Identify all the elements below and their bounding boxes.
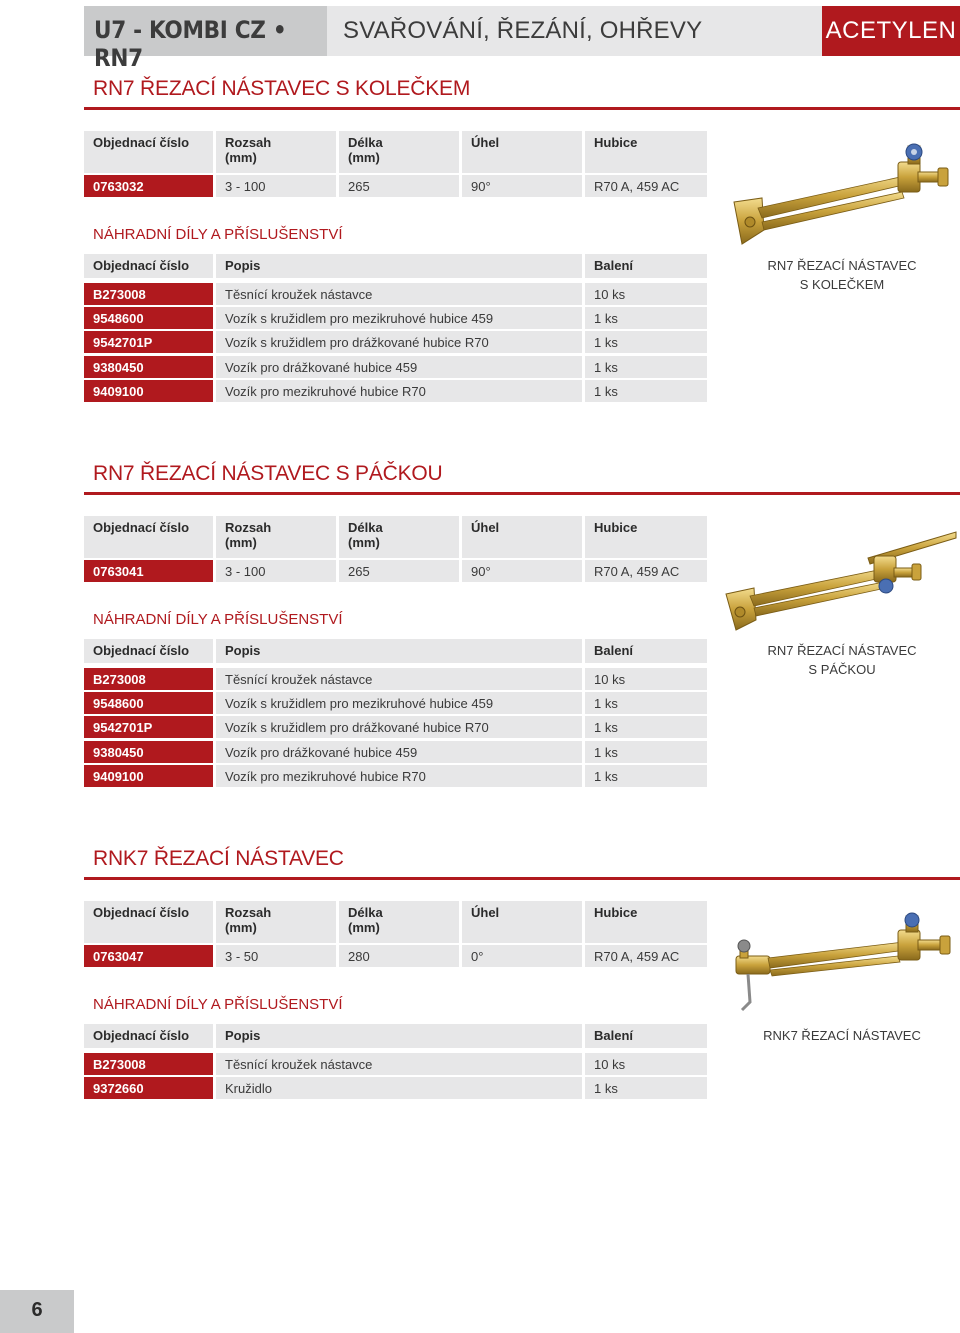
order-number-cell: 9409100: [84, 765, 213, 787]
length-cell: 265: [339, 560, 459, 582]
image-caption: [724, 641, 960, 679]
package-cell: 1 ks: [585, 692, 707, 714]
caption-line: RN7 ŘEZACÍ NÁSTAVEC: [767, 258, 917, 273]
table-row: [84, 283, 707, 305]
col-header-order-number: Objednací číslo: [84, 516, 213, 558]
nozzle-cell: R70 A, 459 AC: [585, 945, 707, 967]
angle-cell: 0°: [462, 945, 582, 967]
col-header-length: Délka (mm): [339, 901, 459, 943]
table-row: [84, 1077, 707, 1099]
package-cell: 1 ks: [585, 331, 707, 353]
range-cell: 3 - 100: [216, 175, 336, 197]
description-cell: Kružidlo: [216, 1077, 582, 1099]
order-number-cell: 9542701P: [84, 716, 213, 738]
col-header-package: Balení: [585, 254, 707, 278]
table-header-row: [84, 639, 707, 663]
table-row: [84, 307, 707, 329]
description-cell: Vozík s kružidlem pro mezikruhové hubice 459: [216, 307, 582, 329]
table-row: [84, 1053, 707, 1075]
package-cell: 1 ks: [585, 1077, 707, 1099]
section-rule: [84, 107, 960, 110]
header-code-box: [84, 6, 327, 72]
table-row: [84, 380, 707, 402]
col-header-order-number: Objednací číslo: [84, 1024, 213, 1048]
table-header-row: [84, 516, 707, 558]
col-header-description: Popis: [216, 639, 582, 663]
description-cell: Vozík s kružidlem pro drážkované hubice R70: [216, 331, 582, 353]
col-header-length: Délka (mm): [339, 131, 459, 173]
col-header-nozzle: Hubice: [585, 901, 707, 943]
nozzle-cell: R70 A, 459 AC: [585, 560, 707, 582]
order-number-cell: B273008: [84, 283, 213, 305]
package-cell: 10 ks: [585, 668, 707, 690]
description-cell: Vozík s kružidlem pro drážkované hubice R70: [216, 716, 582, 738]
table-row: [84, 716, 707, 738]
parts-title: NÁHRADNÍ DÍLY A PŘÍSLUŠENSTVÍ: [93, 611, 343, 628]
header-code: U7 - KOMBI CZ • RN7: [94, 16, 287, 72]
order-number-cell: 9542701P: [84, 331, 213, 353]
col-header-order-number: Objednací číslo: [84, 901, 213, 943]
order-number-cell: 9372660: [84, 1077, 213, 1099]
order-number-cell: 9380450: [84, 356, 213, 378]
length-cell: 280: [339, 945, 459, 967]
col-header-description: Popis: [216, 1024, 582, 1048]
image-caption: [724, 1026, 960, 1045]
section-rule: [84, 877, 960, 880]
description-cell: Těsnící kroužek nástavce: [216, 1053, 582, 1075]
range-cell: 3 - 50: [216, 945, 336, 967]
description-cell: Vozík pro mezikruhové hubice R70: [216, 765, 582, 787]
col-header-angle: Úhel: [462, 131, 582, 173]
page-number: 6: [31, 1299, 43, 1321]
order-number-cell: B273008: [84, 668, 213, 690]
package-cell: 1 ks: [585, 307, 707, 329]
col-header-range: Rozsah (mm): [216, 516, 336, 558]
package-cell: 1 ks: [585, 380, 707, 402]
table-row: [84, 560, 707, 582]
col-header-order-number: Objednací číslo: [84, 254, 213, 278]
description-cell: Vozík pro drážkované hubice 459: [216, 356, 582, 378]
col-header-package: Balení: [585, 1024, 707, 1048]
package-cell: 10 ks: [585, 1053, 707, 1075]
col-header-length: Délka (mm): [339, 516, 459, 558]
description-cell: Těsnící kroužek nástavce: [216, 283, 582, 305]
image-caption: [724, 256, 960, 294]
angle-cell: 90°: [462, 560, 582, 582]
order-number-cell: 9548600: [84, 307, 213, 329]
order-number-cell: 9380450: [84, 741, 213, 763]
table-row: [84, 356, 707, 378]
table-row: [84, 741, 707, 763]
table-row: [84, 668, 707, 690]
package-cell: 1 ks: [585, 356, 707, 378]
package-cell: 1 ks: [585, 716, 707, 738]
table-header-row: [84, 131, 707, 173]
page-header: [84, 6, 960, 72]
header-badge: ACETYLEN: [825, 17, 957, 44]
caption-line: S KOLEČKEM: [799, 277, 885, 292]
torch-rnk7-image: [728, 912, 958, 1018]
order-number-cell: 0763047: [84, 945, 213, 967]
caption-line: S PÁČKOU: [808, 662, 876, 677]
caption-line: RNK7 ŘEZACÍ NÁSTAVEC: [763, 1028, 921, 1043]
order-number-cell: 9409100: [84, 380, 213, 402]
section-title: RN7 ŘEZACÍ NÁSTAVEC S KOLEČKEM: [93, 77, 471, 100]
col-header-nozzle: Hubice: [585, 516, 707, 558]
section-title: RNK7 ŘEZACÍ NÁSTAVEC: [93, 847, 344, 870]
table-header-row: [84, 1024, 707, 1048]
length-cell: 265: [339, 175, 459, 197]
table-row: [84, 765, 707, 787]
col-header-nozzle: Hubice: [585, 131, 707, 173]
col-header-range: Rozsah (mm): [216, 901, 336, 943]
header-category: SVAŘOVÁNÍ, ŘEZÁNÍ, OHŘEVY: [343, 17, 703, 44]
parts-title: NÁHRADNÍ DÍLY A PŘÍSLUŠENSTVÍ: [93, 226, 343, 243]
caption-line: RN7 ŘEZACÍ NÁSTAVEC: [767, 643, 917, 658]
col-header-range: Rozsah (mm): [216, 131, 336, 173]
angle-cell: 90°: [462, 175, 582, 197]
page-number-box: [0, 1290, 74, 1333]
header-badge-box: [822, 6, 960, 56]
col-header-package: Balení: [585, 639, 707, 663]
col-header-description: Popis: [216, 254, 582, 278]
package-cell: 1 ks: [585, 765, 707, 787]
order-number-cell: 0763041: [84, 560, 213, 582]
order-number-cell: 9548600: [84, 692, 213, 714]
description-cell: Vozík pro drážkované hubice 459: [216, 741, 582, 763]
section-rule: [84, 492, 960, 495]
col-header-order-number: Objednací číslo: [84, 639, 213, 663]
torch-lever-image: [718, 528, 958, 634]
description-cell: Vozík pro mezikruhové hubice R70: [216, 380, 582, 402]
col-header-angle: Úhel: [462, 516, 582, 558]
package-cell: 1 ks: [585, 741, 707, 763]
table-header-row: [84, 901, 707, 943]
range-cell: 3 - 100: [216, 560, 336, 582]
section-title: RN7 ŘEZACÍ NÁSTAVEC S PÁČKOU: [93, 462, 443, 485]
col-header-angle: Úhel: [462, 901, 582, 943]
description-cell: Těsnící kroužek nástavce: [216, 668, 582, 690]
table-header-row: [84, 254, 707, 278]
parts-title: NÁHRADNÍ DÍLY A PŘÍSLUŠENSTVÍ: [93, 996, 343, 1013]
table-row: [84, 692, 707, 714]
col-header-order-number: Objednací číslo: [84, 131, 213, 173]
order-number-cell: B273008: [84, 1053, 213, 1075]
table-row: [84, 175, 707, 197]
order-number-cell: 0763032: [84, 175, 213, 197]
table-row: [84, 331, 707, 353]
package-cell: 10 ks: [585, 283, 707, 305]
nozzle-cell: R70 A, 459 AC: [585, 175, 707, 197]
description-cell: Vozík s kružidlem pro mezikruhové hubice 459: [216, 692, 582, 714]
torch-wheel-image: [722, 140, 958, 258]
table-row: [84, 945, 707, 967]
